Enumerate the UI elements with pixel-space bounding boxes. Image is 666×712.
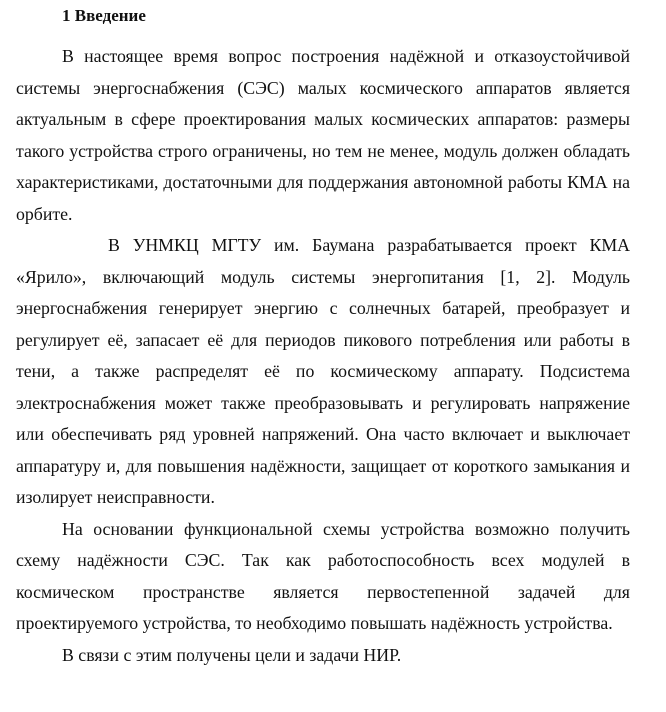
paragraph-1: В настоящее время вопрос построения надёжной и отказоустойчивой системы энергоснабжения (СЭС) малых космического аппаратов является актуальным в сфере проектирования малых космических аппаратов: размеры такого устройства строго ограничены, но тем не менее, модуль должен обладать характеристиками, достаточными для поддержания автономной работы КМА на орбите. — [16, 46, 630, 224]
paragraph-4: В связи с этим получены цели и задачи НИР. — [62, 644, 402, 665]
section-heading: 1 Введение — [62, 6, 146, 25]
paragraph-3: На основании функциональной схемы устройства возможно получить схему надёжности СЭС. Так как работоспособность всех модулей в космическом пространстве является первостепенной задачей для проектируемого устройства, то необходимо повышать надёжность устройства. — [16, 518, 630, 633]
document-page — [16, 0, 630, 671]
paragraph-2: В УНМКЦ МГТУ им. Баумана разрабатывается проект КМА «Ярило», включающий модуль системы энергопитания [1, 2]. Модуль энергоснабжения генерирует энергию с солнечных батарей, преобразует и регулирует её, запасает её для периодов пикового потребления или работы в тени, а также распределят её по космическому аппарату. Подсистема электроснабжения может также преобразовывать и регулировать напряжение или обеспечивать ряд уровней напряжений. Она часто включает и выключает аппаратуру и, для повышения надёжности, защищает от короткого замыкания и изолирует неисправности. — [16, 235, 630, 507]
